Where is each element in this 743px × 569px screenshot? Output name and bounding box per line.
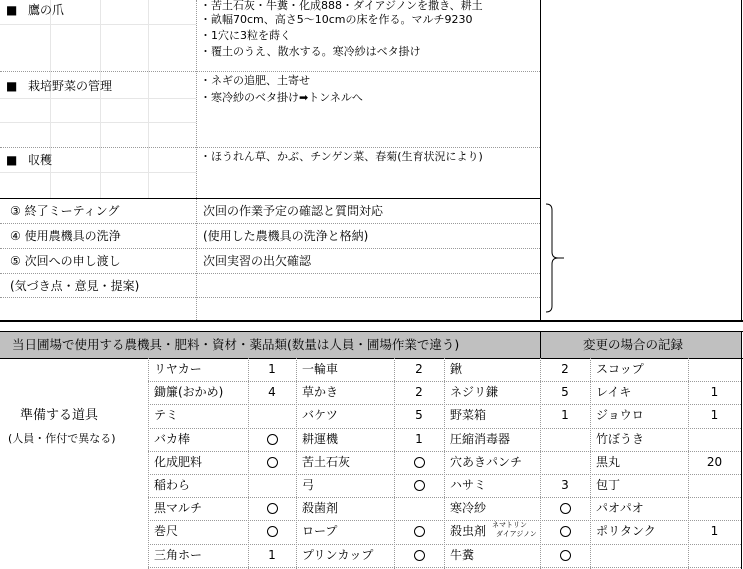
item-name: 殺虫剤 [450, 524, 487, 539]
item-name: 化成肥料 [154, 454, 203, 469]
item-name: 弓 [302, 478, 315, 492]
item-name: 一輪車 [302, 362, 339, 376]
item-name: 巻尺 [154, 524, 179, 539]
feedback-label: (気づき点・意見・提案) [10, 279, 140, 293]
item-quantity: 1 [710, 408, 719, 423]
item-name: 穴あきパンチ [450, 454, 523, 469]
handover-label: ⑤ 次回への申し渡し [10, 254, 121, 268]
item-quantity: 1 [710, 385, 719, 400]
item-name: 黒マルチ [154, 501, 203, 516]
item-quantity: 1 [561, 408, 569, 423]
item-quantity: 5 [415, 408, 423, 423]
item-name: リヤカー [154, 362, 202, 376]
circle-mark-icon [414, 457, 425, 468]
item-quantity: 2 [415, 362, 423, 376]
item-name: 黒丸 [596, 454, 621, 469]
item-quantity: 5 [561, 385, 569, 400]
item-quantity: 20 [706, 454, 723, 469]
item-quantity: 1 [268, 362, 276, 376]
equipment-header: 当日圃場で使用する農機具・肥料・資材・薬品類(数量は人員・圃場作業で違う) [12, 337, 460, 352]
item-quantity: 1 [710, 524, 719, 539]
item-sub-note: ダイアジノン [496, 530, 537, 539]
item-name: 稲わら [154, 478, 191, 492]
section-title-crop-management: 栽培野菜の管理 [28, 79, 113, 93]
handover-desc: 次回実習の出欠確認 [203, 254, 312, 268]
item-name: 鋤簾(おかめ) [154, 385, 224, 400]
task-note: ・寒冷紗のベタ掛け➡トンネルへ [200, 91, 363, 104]
item-name: スコップ [596, 362, 644, 376]
task-note: ・苦土石灰・牛糞・化成888・ダイアジノンを撒き、耕土 [200, 0, 483, 12]
section-title-takanotsume: 鷹の爪 [28, 3, 65, 17]
circle-mark-icon [267, 434, 278, 445]
item-name: 牛糞 [450, 547, 475, 562]
circle-mark-icon [560, 526, 571, 537]
item-name: 草かき [302, 385, 339, 400]
item-name: 殺菌剤 [302, 501, 339, 516]
bracket-icon [544, 200, 568, 318]
item-name: パオパオ [596, 501, 644, 516]
item-name: 鍬 [450, 362, 463, 376]
item-name: 三角ホー [154, 547, 203, 562]
item-name: 耕運機 [302, 431, 339, 446]
item-name: 寒冷紗 [450, 501, 487, 516]
circle-mark-icon [267, 526, 278, 537]
section-marker: ■ [6, 153, 18, 167]
side-sub-label: (人員・作付で異なる) [8, 432, 116, 445]
item-name: バケツ [302, 408, 338, 423]
item-quantity: 1 [415, 431, 423, 446]
item-quantity: 1 [268, 547, 276, 562]
task-note: ・覆土のうえ、散水する。寒冷紗はベタ掛け [200, 45, 421, 58]
item-name: ネジリ鎌 [450, 385, 499, 400]
item-name: プリンカップ [302, 547, 374, 562]
item-quantity: 4 [268, 385, 276, 400]
task-note: ・ネギの追肥、土寄せ [200, 74, 310, 87]
item-name: 包丁 [596, 478, 621, 492]
item-quantity: 3 [561, 478, 569, 492]
item-name: ロープ [302, 524, 338, 539]
task-note: ・1穴に3粒を蒔く [200, 29, 291, 42]
circle-mark-icon [560, 503, 571, 514]
circle-mark-icon [267, 457, 278, 468]
circle-mark-icon [414, 526, 425, 537]
section-marker: ■ [6, 79, 18, 93]
item-sub-note: ネマトリン [492, 521, 527, 530]
circle-mark-icon [414, 480, 425, 491]
closing-meeting-desc: 次回の作業予定の確認と質問対応 [203, 204, 384, 218]
item-name: 圧縮消毒器 [450, 431, 511, 446]
equipment-wash-desc: (使用した農機具の洗浄と格納) [203, 229, 369, 243]
equipment-wash-label: ④ 使用農機具の洗浄 [10, 229, 121, 243]
task-note: ・ほうれん草、かぶ、チンゲン菜、春菊(生育状況により) [200, 150, 483, 163]
side-label: 準備する道具 [20, 408, 99, 423]
circle-mark-icon [560, 550, 571, 561]
item-name: 野菜箱 [450, 408, 487, 423]
section-marker: ■ [6, 3, 18, 17]
item-name: ハサミ [450, 478, 487, 492]
item-name: テミ [154, 408, 179, 423]
circle-mark-icon [414, 550, 425, 561]
item-name: 竹ぼうき [596, 431, 645, 446]
item-quantity: 2 [561, 362, 569, 376]
task-note: ・畝幅70cm、高さ5～10cmの床を作る。マルチ9230 [200, 13, 473, 26]
item-quantity: 2 [415, 385, 423, 400]
item-name: 苦土石灰 [302, 454, 351, 469]
item-name: ポリタンク [596, 524, 656, 539]
closing-meeting-label: ③ 終了ミーティング [10, 204, 120, 218]
section-title-harvest: 収穫 [28, 153, 53, 167]
item-name: レイキ [596, 385, 632, 400]
changes-header: 変更の場合の記録 [583, 337, 684, 352]
item-name: バカ棒 [154, 431, 191, 446]
item-name: ジョウロ [596, 408, 644, 423]
circle-mark-icon [267, 503, 278, 514]
